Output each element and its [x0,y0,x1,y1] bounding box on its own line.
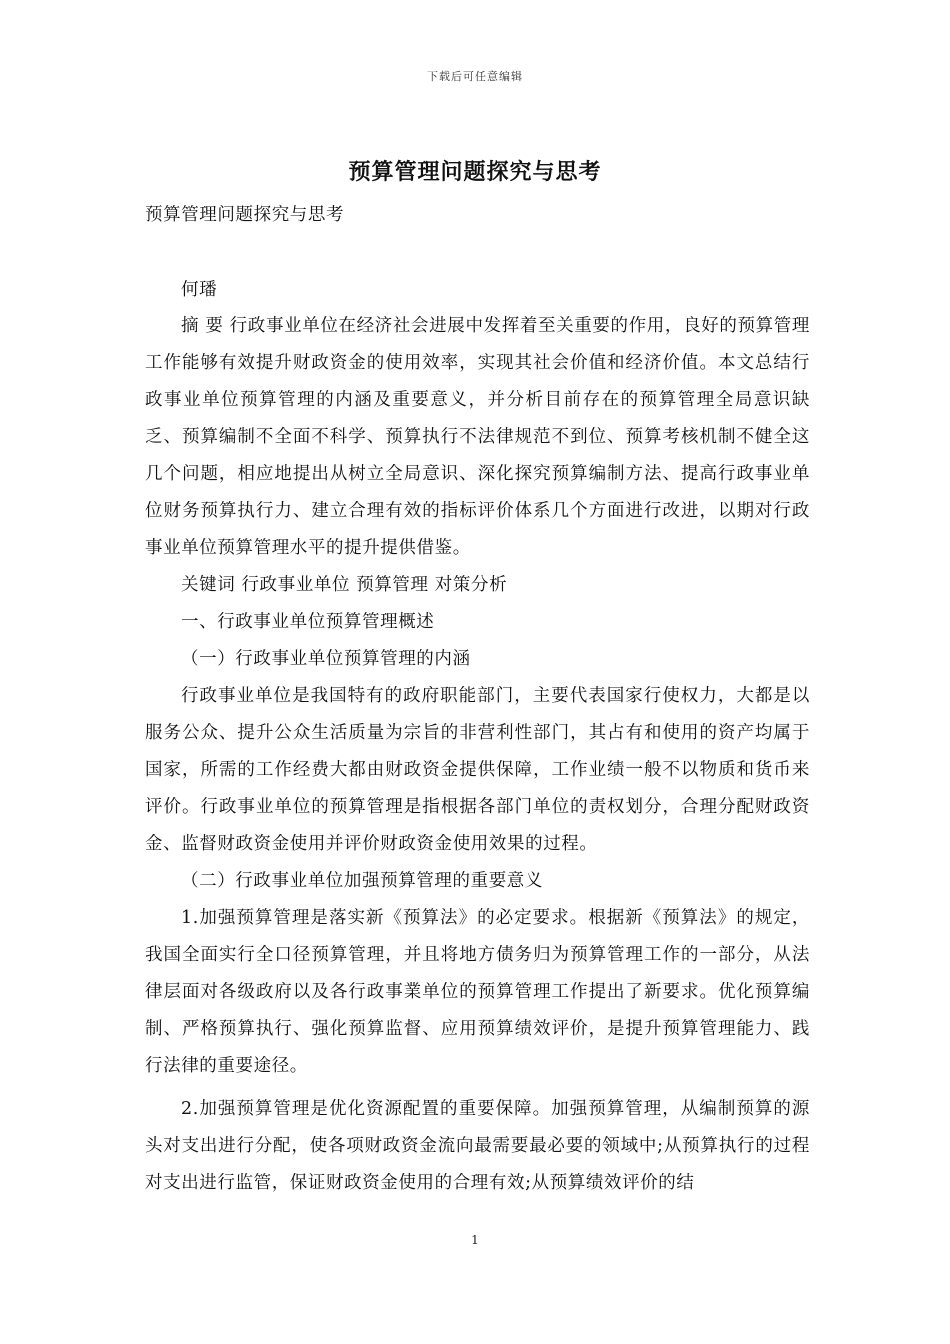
subsection-heading: （一）行政事业单位预算管理的内涵 [181,649,471,669]
body-paragraph: 1.加强预算管理是落实新《预算法》的必定要求。根据新《预算法》的规定，我国全面实行全口径预算管理，并且将地方债务归为预算管理工作的一部分，从法律层面对各级政府以及各行政事業单位的预算管理工作提出了新要求。优化预算编制、严格预算执行、强化预算监督、应用预算绩效评价，是提升预算管理能力、践行法律的重要途径。 [145,908,810,1076]
document-title: 预算管理问题探究与思考 [348,159,602,185]
header-note: 下载后可任意编辑 [427,70,523,83]
keywords-paragraph: 关键词 行政事业单位 预算管理 对策分析 [181,575,508,595]
abstract-paragraph: 摘 要 行政事业单位在经济社会进展中发挥着至关重要的作用，良好的预算管理工作能够有效提升财政资金的使用效率，实现其社会价值和经济价值。本文总结行政事业单位预算管理的内涵及重要意义，并分析目前存在的预算管理全局意识缺乏、预算编制不全面不科学、预算执行不法律规范不到位、预算考核机制不健全这几个问题，相应地提出从树立全局意识、深化探究预算编制方法、提高行政事业单位财务预算执行力、建立合理有效的指标评价体系几个方面进行改进，以期对行政事业单位预算管理水平的提升提供借鉴。 [145,316,810,558]
author-name: 何璠 [181,280,218,300]
section-heading: 一、行政事业单位预算管理概述 [181,612,435,632]
page-number: 1 [471,1233,479,1247]
subsection-heading: （二）行政事业单位加强预算管理的重要意义 [181,871,543,891]
document-subtitle: 预算管理问题探究与思考 [145,205,345,225]
author-line [145,272,810,309]
document-body [145,308,810,1202]
body-paragraph: 2.加强预算管理是优化资源配置的重要保障。加强预算管理，从编制预算的源头对支出进行分配，使各项财政资金流向最需要最必要的领域中;从预算执行的过程对支出进行监管，保证财政资金使用的合理有效;从预算绩效评价的结 [145,1099,810,1193]
body-paragraph: 行政事业单位是我国特有的政府职能部门，主要代表国家行使权力，大都是以服务公众、提升公众生活质量为宗旨的非营利性部门，其占有和使用的资产均属于国家，所需的工作经费大都由财政资金提供保障，工作业绩一般不以物质和货币来评价。行政事业单位的预算管理是指根据各部门单位的责权划分，合理分配财政资金、监督财政资金使用并评价财政资金使用效果的过程。 [145,686,810,854]
